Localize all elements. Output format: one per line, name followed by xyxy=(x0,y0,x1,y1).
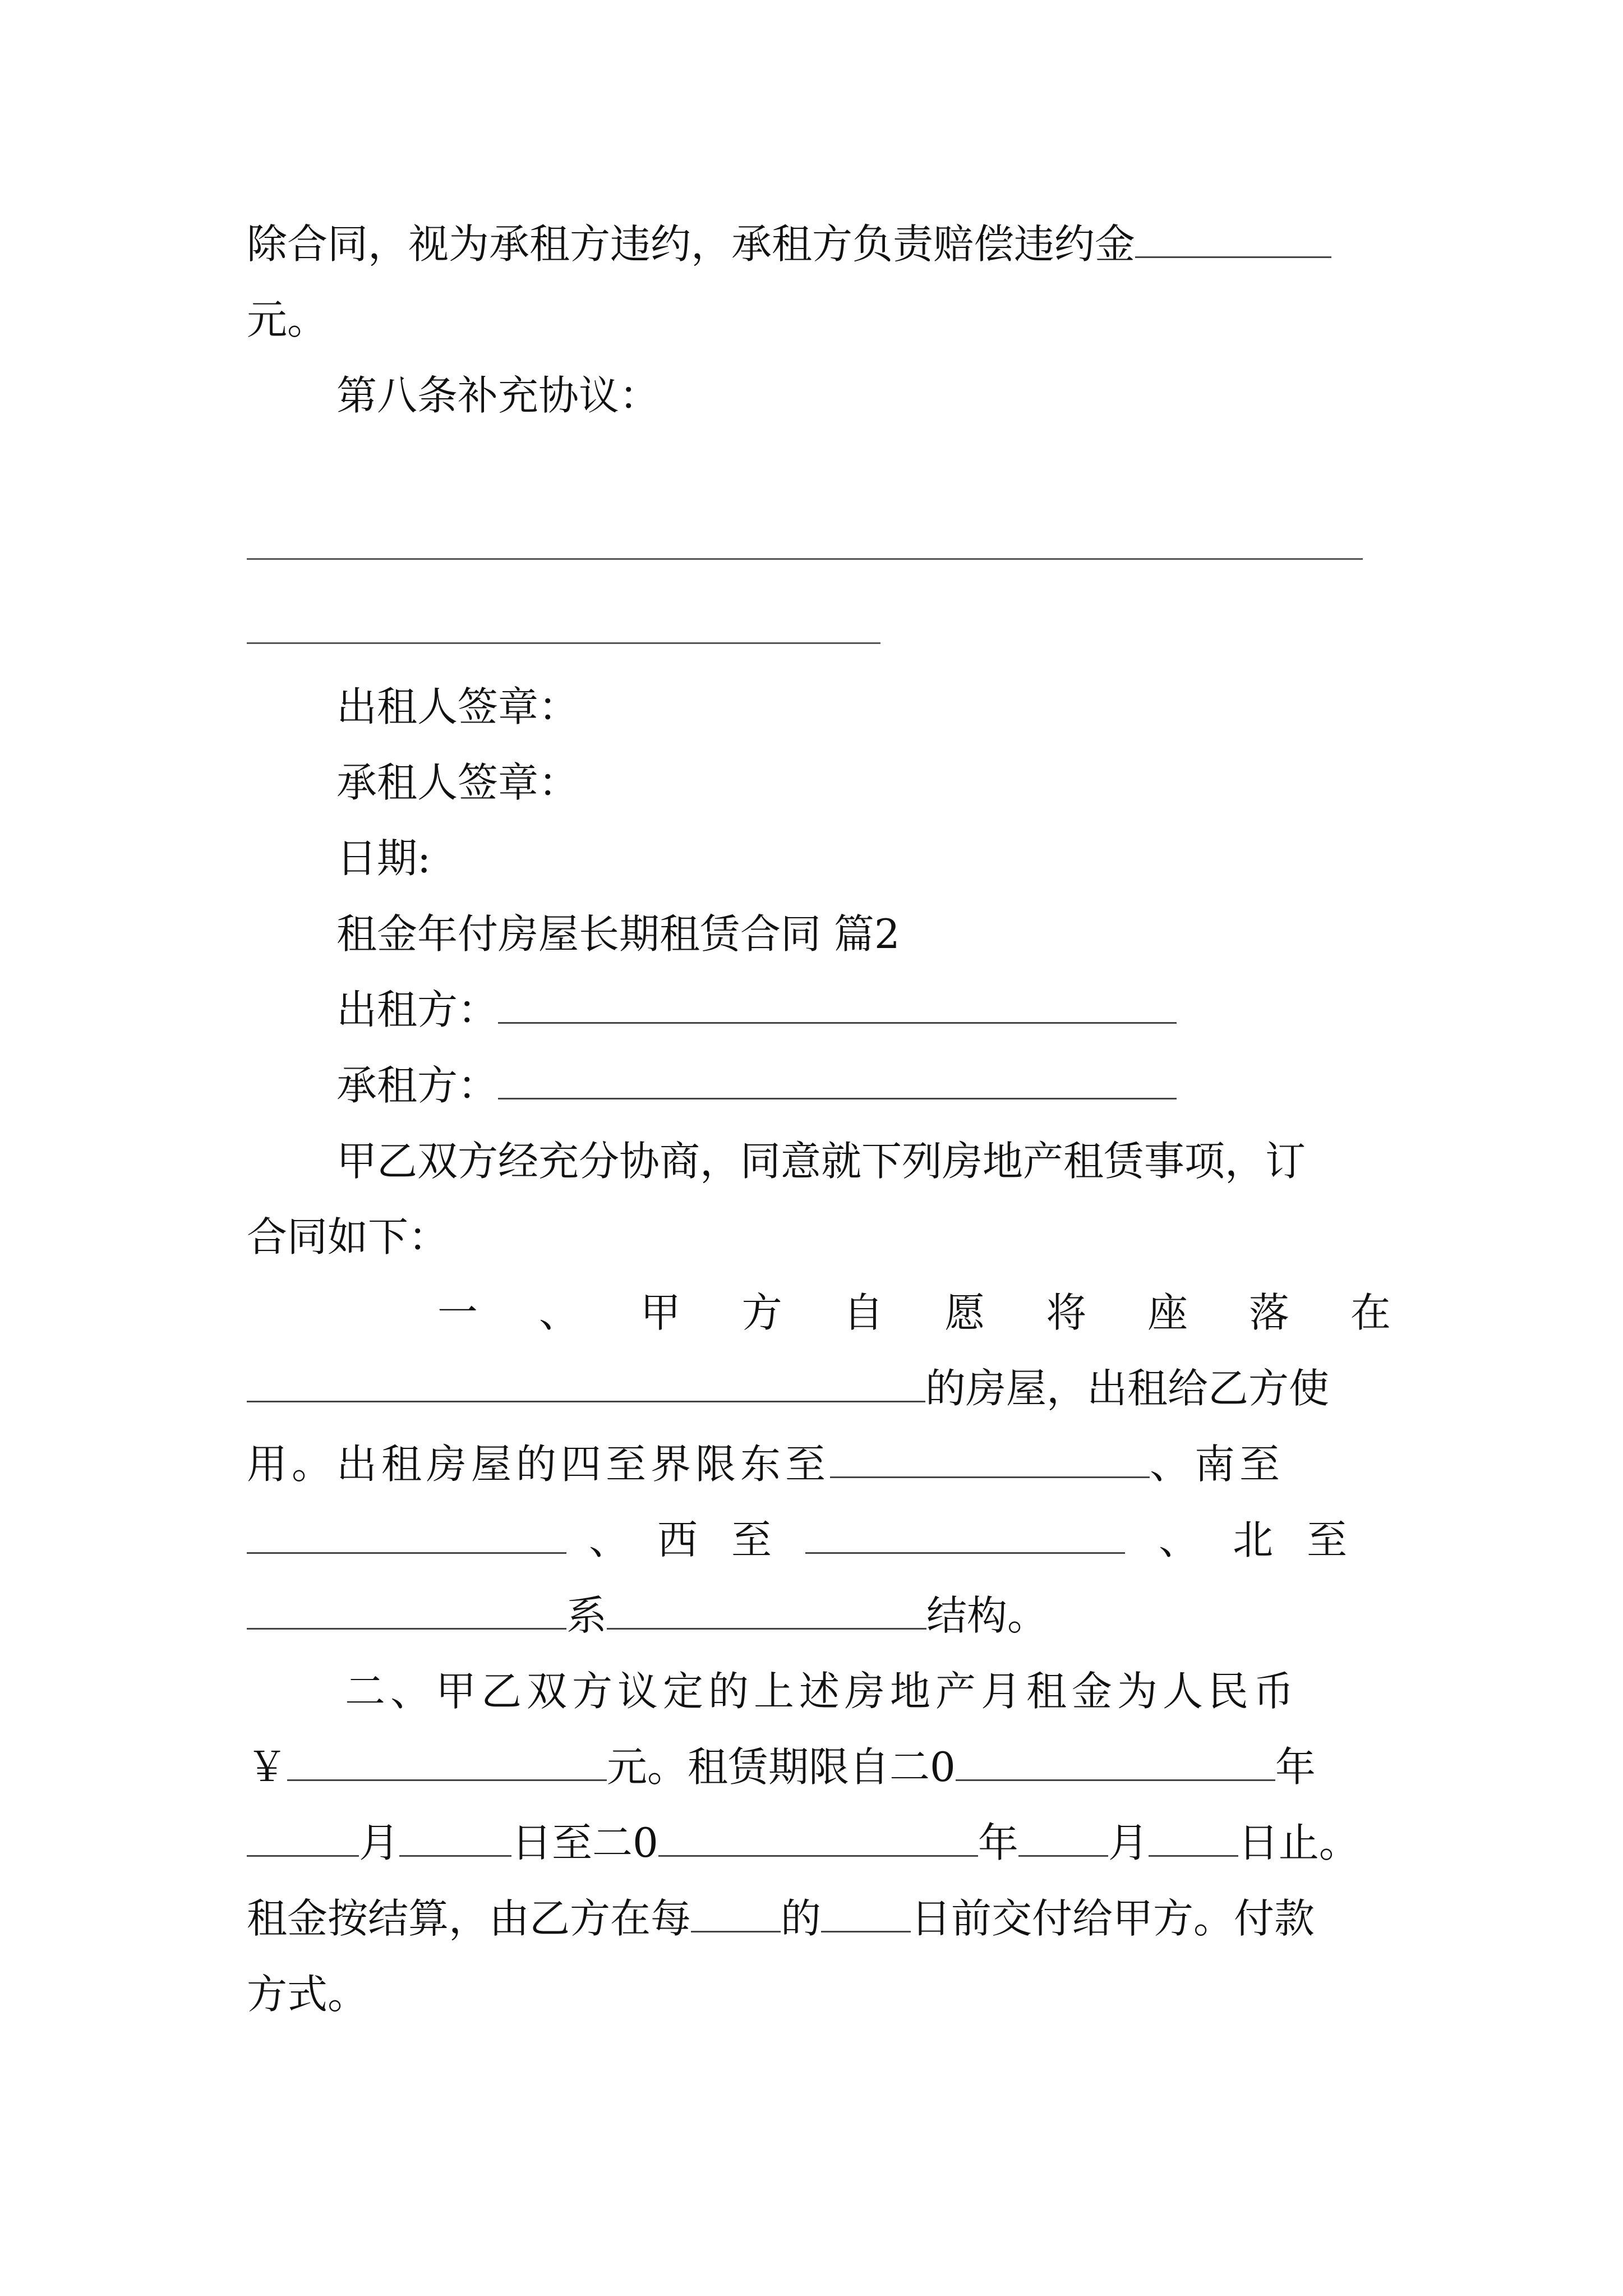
end-year-field xyxy=(658,1820,978,1857)
clause-text: 元。租赁期限自二0 xyxy=(607,1743,956,1791)
clause-text: 结构。 xyxy=(926,1592,1048,1639)
clause-text: 、南至 xyxy=(1150,1441,1285,1488)
article-heading: 第八条补充协议： xyxy=(336,372,660,419)
lessor-label: 出租方： xyxy=(336,986,499,1033)
clause-text: 、 xyxy=(589,1516,630,1563)
spaced-char: 自 xyxy=(843,1289,884,1336)
clause-text: 日至二0 xyxy=(511,1819,658,1866)
start-day-field xyxy=(399,1820,511,1857)
south-boundary-field xyxy=(247,1517,566,1554)
spaced-char: 方 xyxy=(741,1289,782,1336)
payment-day-field xyxy=(821,1896,911,1932)
spaced-char: 一 xyxy=(437,1289,478,1336)
blank-line xyxy=(247,642,880,644)
lessee-label: 承租方： xyxy=(336,1062,499,1109)
text-line xyxy=(247,1815,1359,1871)
spaced-char: 落 xyxy=(1249,1289,1290,1336)
west-boundary-field xyxy=(805,1517,1125,1554)
text-line: 二、甲乙双方议定的上述房地产月租金为人民币 xyxy=(345,1668,1299,1715)
text-line xyxy=(247,216,1331,272)
spaced-char: 在 xyxy=(1350,1289,1391,1336)
end-month-field xyxy=(1018,1820,1108,1857)
clause-text: 除合同，视为承租方违约，承租方负责赔偿违约金 xyxy=(247,220,1136,268)
spaced-char: 将 xyxy=(1046,1289,1087,1336)
spaced-char: 愿 xyxy=(944,1289,985,1336)
clause-text: 的房屋，出租给乙方使 xyxy=(925,1365,1330,1412)
clause-text: 、 xyxy=(1159,1516,1200,1563)
text-line xyxy=(247,1588,1048,1644)
clause-text: 年 xyxy=(1275,1743,1316,1791)
north-boundary-field xyxy=(247,1593,566,1630)
lessee-signature-label: 承租人签章： xyxy=(336,759,579,806)
text-line xyxy=(247,1360,1329,1416)
rent-amount-field xyxy=(287,1745,607,1781)
clause-text: 日前交付给甲方。付款 xyxy=(911,1895,1315,1942)
blank-field xyxy=(1135,222,1331,258)
text-line xyxy=(247,1436,1284,1492)
structure-field xyxy=(607,1593,926,1630)
lessor-field xyxy=(498,987,1177,1024)
clause-text: 至 xyxy=(731,1516,772,1563)
text-line xyxy=(247,1512,1347,1568)
text-line xyxy=(437,1285,1391,1341)
clause-text: 北 xyxy=(1233,1516,1274,1563)
clause-text: 系 xyxy=(566,1592,607,1639)
clause-text: 西 xyxy=(657,1516,698,1563)
clause-text: 至 xyxy=(1307,1516,1348,1563)
spaced-char: 甲 xyxy=(640,1289,681,1336)
text-line xyxy=(336,982,1177,1038)
address-field xyxy=(247,1366,925,1402)
blank-line xyxy=(247,558,1363,560)
text-line: 合同如下： xyxy=(247,1213,449,1260)
lessor-signature-label: 出租人签章： xyxy=(336,683,579,730)
text-line xyxy=(336,1057,1177,1114)
text-line: 方式。 xyxy=(247,1971,368,2018)
date-label: 日期: xyxy=(336,835,431,882)
clause-text: 月 xyxy=(359,1819,400,1866)
spaced-char: 、 xyxy=(538,1289,579,1336)
spaced-char: 座 xyxy=(1147,1289,1188,1336)
start-month-field xyxy=(247,1820,359,1857)
clause-text: 年 xyxy=(978,1819,1018,1866)
text-line xyxy=(247,1739,1316,1795)
clause-text: 月 xyxy=(1108,1819,1149,1866)
lessee-field xyxy=(498,1063,1177,1099)
section-title: 租金年付房屋长期租赁合同 篇2 xyxy=(336,910,900,958)
text-line xyxy=(247,1890,1315,1947)
east-boundary-field xyxy=(830,1442,1150,1478)
start-year-field xyxy=(956,1745,1275,1781)
text-line: 甲乙双方经充分协商，同意就下列房地产租赁事项，订 xyxy=(336,1138,1306,1185)
clause-text: 的 xyxy=(781,1895,822,1942)
clause-text: 用。出租房屋的四至界限东至 xyxy=(247,1441,831,1488)
clause-text: 租金按结算，由乙方在每 xyxy=(247,1895,691,1942)
currency-symbol: ￥ xyxy=(247,1743,288,1791)
end-day-field xyxy=(1149,1820,1238,1857)
text-line: 元。 xyxy=(247,296,328,343)
clause-text: 日止。 xyxy=(1238,1819,1359,1866)
payment-period-field xyxy=(691,1896,781,1932)
